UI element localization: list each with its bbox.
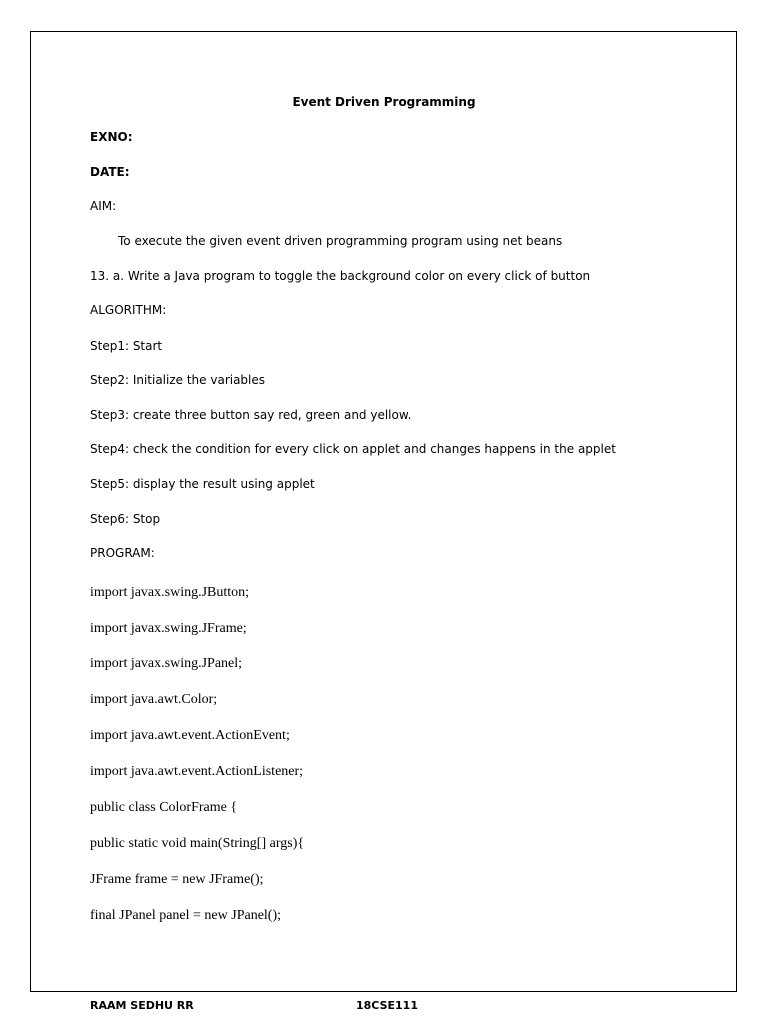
step-6: Step6: Stop xyxy=(90,512,161,526)
code-line: public static void main(String[] args){ xyxy=(90,836,305,851)
program-heading: PROGRAM: xyxy=(90,546,155,560)
date-label: DATE: xyxy=(90,165,130,179)
step-1: Step1: Start xyxy=(90,339,163,353)
exno-label: EXNO: xyxy=(90,130,133,144)
aim-label: AIM: xyxy=(90,199,117,213)
code-line: import javax.swing.JPanel; xyxy=(90,656,243,671)
code-line: import javax.swing.JButton; xyxy=(90,585,250,600)
step-4: Step4: check the condition for every click on applet and changes happens in the applet xyxy=(90,442,616,456)
aim-text: To execute the given event driven programming program using net beans xyxy=(118,234,563,248)
code-line: import java.awt.Color; xyxy=(90,692,218,707)
algorithm-heading: ALGORITHM: xyxy=(90,303,167,317)
code-line: import java.awt.event.ActionEvent; xyxy=(90,728,290,743)
step-3: Step3: create three button say red, green and yellow. xyxy=(90,408,412,422)
footer-name: RAAM SEDHU RR xyxy=(90,999,194,1012)
step-5: Step5: display the result using applet xyxy=(90,477,315,491)
footer-roll-number: 18CSE111 xyxy=(356,999,418,1012)
page-title: Event Driven Programming xyxy=(292,95,476,109)
code-line: final JPanel panel = new JPanel(); xyxy=(90,908,282,923)
step-2: Step2: Initialize the variables xyxy=(90,373,266,387)
code-line: JFrame frame = new JFrame(); xyxy=(90,872,264,887)
code-line: public class ColorFrame { xyxy=(90,800,238,815)
code-line: import javax.swing.JFrame; xyxy=(90,621,247,636)
question-text: 13. a. Write a Java program to toggle the background color on every click of button xyxy=(90,269,591,283)
code-line: import java.awt.event.ActionListener; xyxy=(90,764,304,779)
